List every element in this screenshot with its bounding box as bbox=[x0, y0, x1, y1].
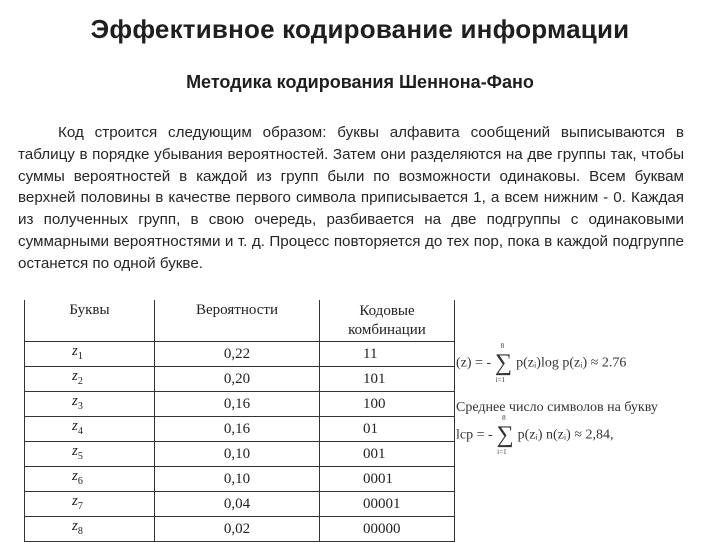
letter-symbol: z bbox=[72, 468, 78, 484]
table-row bbox=[25, 492, 455, 517]
cell-code: 01 bbox=[320, 417, 455, 442]
cell-probability: 0,04 bbox=[155, 492, 320, 517]
sum-lower-limit: i=1 bbox=[495, 376, 506, 384]
entropy-formula bbox=[456, 342, 627, 384]
cell-probability: 0,22 bbox=[155, 342, 320, 367]
letter-index: 4 bbox=[77, 426, 83, 437]
letter-index: 6 bbox=[77, 476, 83, 487]
header-letters: Буквы bbox=[25, 300, 155, 342]
cell-letter bbox=[25, 492, 155, 517]
cell-code: 100 bbox=[320, 392, 455, 417]
table-header-row bbox=[25, 300, 455, 342]
code-table bbox=[24, 300, 455, 542]
cell-code: 001 bbox=[320, 442, 455, 467]
cell-probability: 0,10 bbox=[155, 467, 320, 492]
letter-symbol: z bbox=[72, 418, 78, 434]
cell-letter bbox=[25, 517, 155, 542]
letter-symbol: z bbox=[72, 393, 78, 409]
cell-probability: 0,16 bbox=[155, 392, 320, 417]
letter-index: 7 bbox=[77, 501, 83, 512]
table-row bbox=[25, 367, 455, 392]
cell-letter bbox=[25, 392, 155, 417]
cell-probability: 0,16 bbox=[155, 417, 320, 442]
letter-symbol: z bbox=[72, 518, 78, 534]
cell-letter bbox=[25, 467, 155, 492]
letter-symbol: z bbox=[72, 343, 78, 359]
letter-symbol: z bbox=[72, 443, 78, 459]
letter-index: 3 bbox=[77, 401, 83, 412]
cell-code: 00001 bbox=[320, 492, 455, 517]
header-probabilities: Вероятности bbox=[155, 300, 320, 342]
table-row bbox=[25, 517, 455, 542]
page-subtitle: Методика кодирования Шеннона-Фано bbox=[186, 72, 534, 92]
header-codes-line2: комбинации bbox=[348, 322, 426, 338]
cell-code: 101 bbox=[320, 367, 455, 392]
letter-index: 2 bbox=[77, 376, 83, 387]
entropy-body: p(zᵢ)log p(zᵢ) ≈ 2.76 bbox=[516, 355, 627, 371]
description-paragraph bbox=[18, 122, 684, 275]
letter-symbol: z bbox=[72, 368, 78, 384]
letter-symbol: z bbox=[72, 493, 78, 509]
letter-index: 8 bbox=[77, 526, 83, 537]
sum-lower-limit-2: i=1 bbox=[497, 448, 507, 456]
header-codes-line1: Кодовые bbox=[359, 303, 415, 319]
sum-upper-limit: 8 bbox=[500, 342, 505, 350]
formula-caption: Среднее число символов на букву bbox=[456, 400, 658, 415]
cell-code: 00000 bbox=[320, 517, 455, 542]
cell-letter bbox=[25, 342, 155, 367]
table-row bbox=[25, 392, 455, 417]
header-codes bbox=[320, 300, 455, 342]
paragraph-text: Код строится следующим образом: буквы алфавита сообщений выписываются в таблицу в порядке убывания вероятностей. Затем они разделяются на две группы так, чтобы суммы вероятностей в каждой из групп были по возможности одинаковы. Всем буквам верхней половины в качестве первого символа приписывается 1, а всем нижним - 0. Каждая из полученных групп, в свою очередь, разбивается на две подгруппы с одинаковыми суммарными вероятностями и т. д. Процесс повторяется до тех пор, пока в каждой подгруппе останется по одной букве. bbox=[18, 124, 684, 272]
sum-symbol-2: ∑ 8 i=1 bbox=[496, 414, 514, 456]
table-row bbox=[25, 417, 455, 442]
cell-code: 0001 bbox=[320, 467, 455, 492]
letter-index: 1 bbox=[77, 351, 83, 362]
letter-index: 5 bbox=[77, 451, 83, 462]
cell-code: 11 bbox=[320, 342, 455, 367]
average-length-formula bbox=[456, 414, 614, 456]
sum-upper-limit-2: 8 bbox=[502, 414, 506, 422]
page-title: Эффективное кодирование информации bbox=[90, 14, 630, 44]
average-lhs: lср = - bbox=[456, 427, 493, 443]
cell-letter bbox=[25, 442, 155, 467]
average-body: p(zᵢ) n(zᵢ) ≈ 2,84, bbox=[517, 427, 614, 443]
table-body bbox=[25, 342, 455, 542]
table-row bbox=[25, 442, 455, 467]
sum-symbol: ∑ 8 i=1 bbox=[495, 342, 513, 384]
cell-probability: 0,10 bbox=[155, 442, 320, 467]
cell-probability: 0,20 bbox=[155, 367, 320, 392]
table-row bbox=[25, 342, 455, 367]
table-row bbox=[25, 467, 455, 492]
entropy-lhs: (z) = - bbox=[456, 355, 492, 371]
cell-probability: 0,02 bbox=[155, 517, 320, 542]
cell-letter bbox=[25, 417, 155, 442]
cell-letter bbox=[25, 367, 155, 392]
